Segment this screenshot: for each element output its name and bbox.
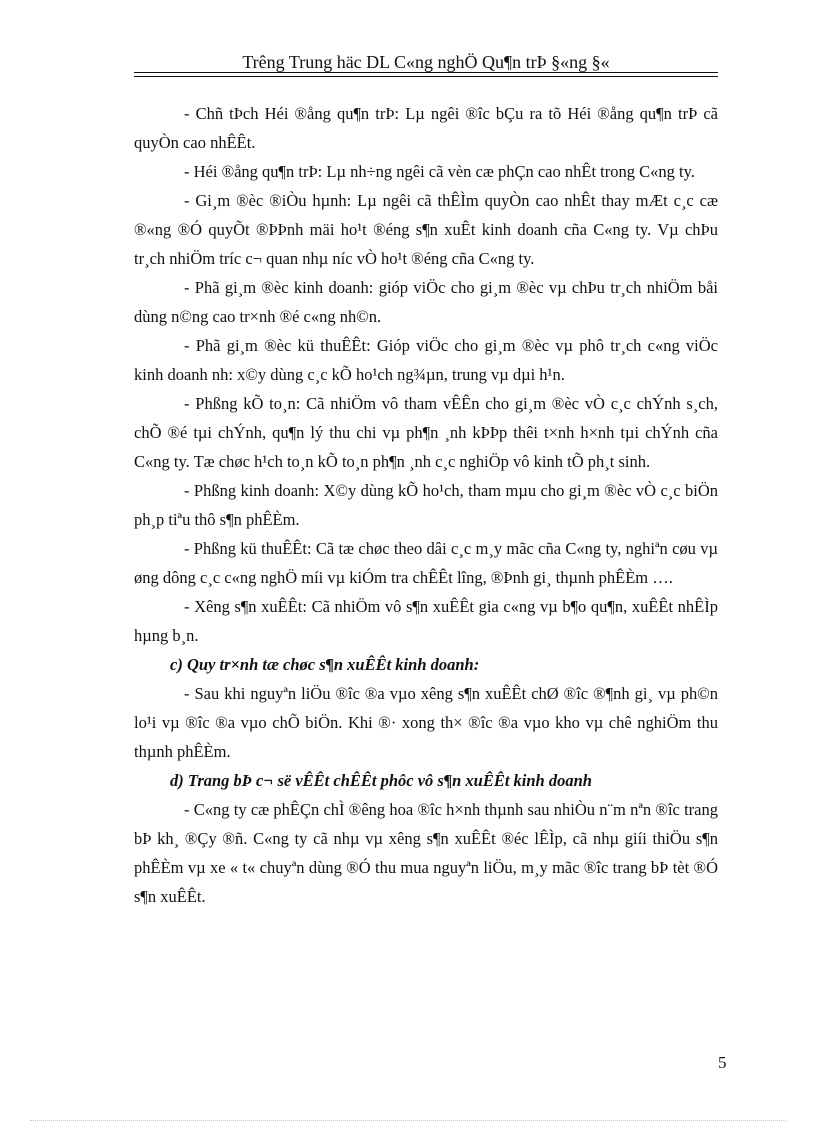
paragraph: - Phßng kinh doanh: X©y dùng kÕ ho¹ch, tham mµu cho gi¸m ®èc vÒ c¸c biÖn ph¸p tiªu thô s¶n phÊÈm. bbox=[134, 481, 718, 529]
paragraph: - Phã gi¸m ®èc kü thuÊÊt: Gióp viÖc cho gi¸m ®èc vµ phô tr¸ch c«ng viÖc kinh doanh nh: x©y dùng c¸c kÕ ho¹ch ng¾µn, trung vµ dµi h¹n. bbox=[134, 336, 718, 384]
paragraph: - Phßng kÕ to¸n: Cã nhiÖm vô tham vÊÊn cho gi¸m ®èc vÒ c¸c chÝnh s¸ch, chÕ ®é tµi chÝnh, qu¶n lý thu chi vµ ph¶n ¸nh kÞÞp thêi t×nh h×nh tµi chÝnh cña C«ng ty. Tæ chøc h¹ch to¸n kÕ to¸n ph¶n ¸nh c¸c nghiÖp vô kinh tÕ ph¸t sinh. bbox=[134, 394, 718, 471]
footer-dotted-line bbox=[30, 1120, 786, 1121]
paragraph: - Chñ tÞch Héi ®ång qu¶n trÞ: Lµ ngêi ®îc bÇu ra tõ Héi ®ång qu¶n trÞ cã quyÒn cao nhÊÊt. bbox=[134, 104, 718, 152]
paragraph: - Phßng kü thuÊÊt: Cã tæ chøc theo dâi c¸c m¸y mãc cña C«ng ty, nghiªn cøu vµ øng dông c¸c c«ng nghÖ míi vµ kiÓm tra chÊÊt lîng, ®Þnh gi¸ thµnh phÊÈm …. bbox=[134, 539, 718, 587]
section-d-paragraph: - C«ng ty cæ phÊÇn chÌ ®êng hoa ®îc h×nh thµnh sau nhiÒu n¨m nªn ®îc trang bÞ kh¸ ®Çy ®ñ. C«ng ty cã nhµ vµ xêng s¶n xuÊÊt ®éc lÊÌp, cã nhµ giíi thiÖu s¶n phÊÈm vµ xe « t« chuyªn dùng ®Ó thu mua nguyªn liÖu, m¸y mãc ®îc trang bÞ tèt ®Ó s¶n xuÊÊt. bbox=[134, 800, 718, 906]
paragraph: - Gi¸m ®èc ®iÒu hµnh: Lµ ngêi cã thÊÌm quyÒn cao nhÊt thay mÆt c¸c cæ ®«ng ®Ó quyÕt ®ÞÞnh mäi ho¹t ®éng s¶n xuÊt kinh doanh cña C«ng ty. Vµ chÞu tr¸ch nhiÖm tríc c¬ quan nhµ níc vÒ ho¹t ®éng cña C«ng ty. bbox=[134, 191, 718, 268]
section-c-heading: c) Quy tr×nh tæ chøc s¶n xuÊÊt kinh doanh: bbox=[170, 655, 480, 674]
page-header-title: Trêng Trung häc DL C«ng nghÖ Qu¶n trÞ §«ng §« bbox=[242, 52, 610, 72]
paragraph: - Phã gi¸m ®èc kinh doanh: gióp viÖc cho gi¸m ®èc vµ chÞu tr¸ch nhiÖm båi dùng n©ng cao tr×nh ®é c«ng nh©n. bbox=[134, 278, 718, 326]
header-rule-bottom bbox=[134, 76, 718, 77]
paragraph: - Héi ®ång qu¶n trÞ: Lµ nh÷ng ngêi cã vèn cæ phÇn cao nhÊt trong C«ng ty. bbox=[184, 162, 695, 181]
header-rule-top bbox=[134, 72, 718, 73]
page-number: 5 bbox=[718, 1053, 727, 1072]
section-c-paragraph: - Sau khi nguyªn liÖu ®îc ®a vµo xêng s¶n xuÊÊt chØ ®îc ®¶nh gi¸ vµ ph©n lo¹i vµ ®îc ®a vµo chÕ biÖn. Khi ®· xong th× ®îc ®a vµo kho vµ chê nghiÖm thu thµnh phÊÈm. bbox=[134, 684, 718, 761]
paragraph: - Xêng s¶n xuÊÊt: Cã nhiÖm vô s¶n xuÊÊt gia c«ng vµ b¶o qu¶n, xuÊÊt nhÊÌp hµng b¸n. bbox=[134, 597, 718, 645]
section-d-heading: d) Trang bÞ c¬ së vÊÊt chÊÊt phôc vô s¶n xuÊÊt kinh doanh bbox=[170, 771, 592, 790]
document-body bbox=[134, 99, 718, 911]
